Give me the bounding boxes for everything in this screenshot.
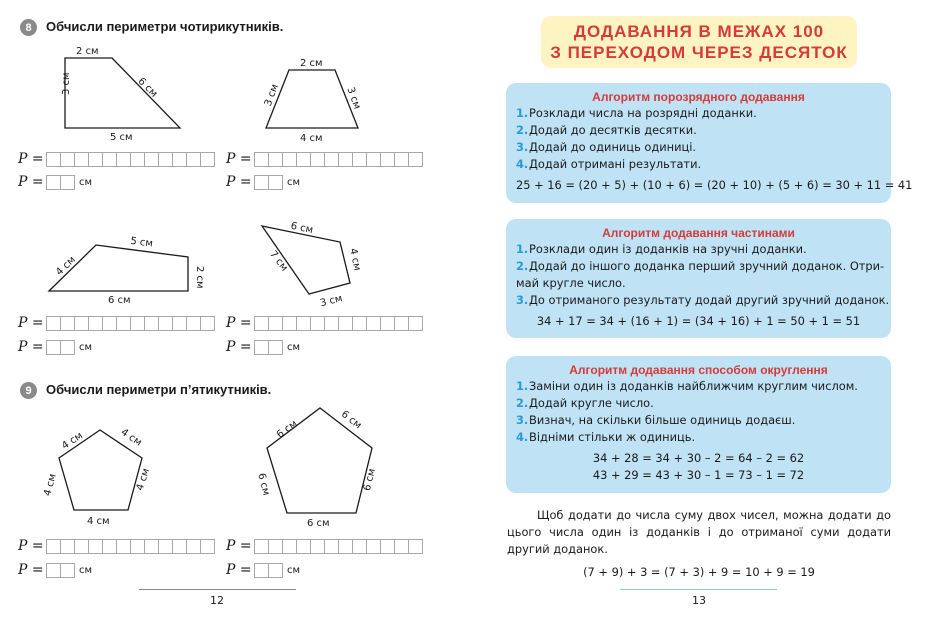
answer-cell[interactable]: [268, 152, 283, 167]
perimeter-label: P =: [18, 174, 44, 190]
answer-cell[interactable]: [200, 152, 215, 167]
answer-cell[interactable]: [200, 316, 215, 331]
answer-cell[interactable]: [254, 563, 269, 578]
result-cells[interactable]: [47, 175, 75, 190]
side-label: 4 см: [347, 247, 363, 272]
algorithm-step-continuation: май кругле число.: [516, 276, 626, 290]
expression-cells[interactable]: [255, 316, 423, 331]
answer-cell[interactable]: [254, 152, 269, 167]
task-8-badge: 8: [20, 19, 37, 36]
answer-cell[interactable]: [408, 539, 423, 554]
answer-cell[interactable]: [144, 539, 159, 554]
quadrilateral-2-shape: [266, 70, 358, 128]
answer-cell[interactable]: [296, 316, 311, 331]
answer-cell[interactable]: [338, 316, 353, 331]
quadrilateral-figure-1: [40, 40, 200, 150]
answer-cell[interactable]: [186, 316, 201, 331]
task-9-title: Обчисли периметри п’ятикутників.: [46, 382, 272, 397]
answer-expression-row: [18, 538, 215, 554]
answer-cell[interactable]: [46, 316, 61, 331]
answer-result-row: [18, 174, 92, 190]
answer-cell[interactable]: [394, 152, 409, 167]
perimeter-label: P =: [18, 151, 44, 167]
algorithm-title: Алгоритм порозрядного додавання: [592, 90, 805, 104]
answer-cell[interactable]: [88, 152, 103, 167]
side-label: 3 см: [319, 293, 344, 310]
answer-cell[interactable]: [254, 340, 269, 355]
answer-cell[interactable]: [60, 152, 75, 167]
result-cells[interactable]: [255, 175, 283, 190]
answer-cell[interactable]: [352, 316, 367, 331]
side-label: 6 см: [289, 220, 315, 237]
answer-cell[interactable]: [366, 316, 381, 331]
algorithm-step: 2. Додай до десятків десятки.: [516, 123, 697, 137]
perimeter-label: P =: [226, 151, 252, 167]
answer-cell[interactable]: [254, 316, 269, 331]
answer-cell[interactable]: [46, 175, 61, 190]
answer-cell[interactable]: [380, 539, 395, 554]
perimeter-label: P =: [226, 538, 252, 554]
answer-cell[interactable]: [144, 152, 159, 167]
pentagon-figure-2: [255, 402, 390, 534]
answer-cell[interactable]: [46, 563, 61, 578]
answer-cell[interactable]: [380, 152, 395, 167]
perimeter-label: P =: [18, 339, 44, 355]
side-label: 3 см: [262, 82, 281, 108]
answer-cell[interactable]: [88, 316, 103, 331]
answer-cell[interactable]: [172, 316, 187, 331]
unit-label: см: [287, 341, 301, 353]
side-label: 3 см: [61, 72, 72, 95]
result-cells[interactable]: [47, 563, 75, 578]
task-8-title: Обчисли периметри чотирикутників.: [46, 19, 284, 34]
answer-cell[interactable]: [310, 152, 325, 167]
algorithm-step: 1. Розклади числа на розрядні доданки.: [516, 106, 757, 120]
answer-cell[interactable]: [172, 539, 187, 554]
side-label: 7 см: [267, 248, 290, 274]
algorithm-step: 3. Додай до одиниць одиниці.: [516, 140, 697, 154]
answer-cell[interactable]: [268, 316, 283, 331]
answer-cell[interactable]: [60, 175, 75, 190]
answer-cell[interactable]: [116, 316, 131, 331]
answer-cell[interactable]: [352, 539, 367, 554]
answer-expression-row: [226, 151, 423, 167]
answer-cell[interactable]: [324, 152, 339, 167]
side-label: 4 см: [134, 467, 153, 493]
algorithm-step: 2. Додай кругле число.: [516, 396, 654, 410]
answer-cell[interactable]: [380, 316, 395, 331]
unit-label: см: [79, 564, 93, 576]
answer-cell[interactable]: [60, 340, 75, 355]
side-label: 2 см: [300, 58, 323, 69]
answer-cell[interactable]: [366, 152, 381, 167]
expression-cells[interactable]: [47, 316, 215, 331]
perimeter-label: P =: [18, 538, 44, 554]
expression-cells[interactable]: [47, 539, 215, 554]
answer-cell[interactable]: [60, 539, 75, 554]
answer-cell[interactable]: [310, 316, 325, 331]
algorithm-step: 1. Заміни один із доданків найближчим круглим числом.: [516, 379, 858, 393]
answer-cell[interactable]: [282, 316, 297, 331]
algorithm-step: 4. Відніми стільки ж одиниць.: [516, 430, 696, 444]
side-label: 6 см: [108, 295, 131, 306]
side-label: 5 см: [129, 235, 154, 250]
perimeter-label: P =: [226, 339, 252, 355]
side-label: 4 см: [60, 430, 85, 452]
algorithm-example: 34 + 17 = 34 + (16 + 1) = (34 + 16) + 1 = 50 + 1 = 51: [536, 314, 861, 328]
algorithm-box-digit-addition: [506, 83, 913, 203]
answer-cell[interactable]: [310, 539, 325, 554]
addition-rule-example: (7 + 9) + 3 = (7 + 3) + 9 = 10 + 9 = 19: [583, 565, 815, 579]
expression-cells[interactable]: [255, 539, 423, 554]
quadrilateral-figure-2: [250, 50, 380, 145]
unit-label: см: [79, 176, 93, 188]
answer-cell[interactable]: [408, 152, 423, 167]
answer-cell[interactable]: [46, 539, 61, 554]
answer-cell[interactable]: [338, 539, 353, 554]
result-cells[interactable]: [255, 563, 283, 578]
side-label: 6 см: [135, 75, 160, 100]
answer-cell[interactable]: [338, 152, 353, 167]
unit-label: см: [287, 176, 301, 188]
side-label: 6 см: [255, 472, 272, 497]
answer-cell[interactable]: [296, 152, 311, 167]
page-number-right: 13: [692, 594, 706, 607]
side-label: 4 см: [42, 472, 59, 498]
answer-cell[interactable]: [324, 316, 339, 331]
answer-cell[interactable]: [130, 539, 145, 554]
algorithm-box-rounding-addition: [506, 356, 891, 493]
task-9-badge: 9: [20, 382, 37, 399]
answer-cell[interactable]: [268, 539, 283, 554]
side-label: 2 см: [76, 46, 99, 57]
side-label: 6 см: [307, 518, 330, 529]
pentagon-figure-1: [35, 420, 165, 535]
answer-cell[interactable]: [116, 152, 131, 167]
section-title-banner: [541, 16, 857, 68]
answer-cell[interactable]: [394, 539, 409, 554]
algorithm-step: 2. Додай до іншого доданка перший зручний доданок. Отри-: [516, 259, 885, 273]
answer-cell[interactable]: [130, 316, 145, 331]
answer-cell[interactable]: [144, 316, 159, 331]
section-title-line-2: З ПЕРЕХОДОМ ЧЕРЕЗ ДЕСЯТОК: [550, 43, 848, 62]
section-title-line-1: ДОДАВАННЯ В МЕЖАХ 100: [573, 22, 825, 41]
answer-cell[interactable]: [102, 316, 117, 331]
answer-cell[interactable]: [408, 316, 423, 331]
result-cells[interactable]: [255, 340, 283, 355]
expression-cells[interactable]: [255, 152, 423, 167]
answer-cell[interactable]: [116, 539, 131, 554]
answer-cell[interactable]: [60, 316, 75, 331]
answer-cell[interactable]: [74, 316, 89, 331]
answer-expression-row: [226, 538, 423, 554]
quadrilateral-figure-3: [40, 230, 205, 305]
answer-expression-row: [226, 315, 423, 331]
algorithm-example: 43 + 29 = 43 + 30 – 1 = 73 – 1 = 72: [592, 468, 805, 482]
answer-cell[interactable]: [324, 539, 339, 554]
answer-cell[interactable]: [60, 563, 75, 578]
side-label: 4 см: [54, 254, 78, 278]
quadrilateral-figure-4: [250, 215, 375, 310]
algorithm-box-parts-addition: [506, 219, 891, 338]
addition-rule-text: Щоб додати до числа суму двох чисел, можна додати до цього числа один із доданків і до отриманої суми додати другий доданок.: [507, 508, 891, 556]
answer-cell[interactable]: [172, 152, 187, 167]
answer-cell[interactable]: [102, 152, 117, 167]
page-divider-line: [139, 589, 296, 590]
answer-cell[interactable]: [282, 152, 297, 167]
answer-cell[interactable]: [74, 539, 89, 554]
answer-cell[interactable]: [130, 152, 145, 167]
page-divider-line: [620, 589, 777, 590]
side-label: 5 см: [110, 132, 133, 143]
algorithm-step: 3. Визнач, на скільки більше одиниць додаєш.: [516, 413, 796, 427]
side-label: 6 см: [361, 467, 378, 493]
perimeter-label: P =: [226, 174, 252, 190]
answer-cell[interactable]: [186, 539, 201, 554]
answer-cell[interactable]: [254, 539, 269, 554]
perimeter-label: P =: [18, 315, 44, 331]
expression-cells[interactable]: [47, 152, 215, 167]
answer-cell[interactable]: [102, 539, 117, 554]
answer-cell[interactable]: [268, 563, 283, 578]
answer-cell[interactable]: [158, 539, 173, 554]
perimeter-label: P =: [226, 315, 252, 331]
algorithm-example: 25 + 16 = (20 + 5) + (10 + 6) = (20 + 10) + (5 + 6) = 30 + 11 = 41: [516, 178, 913, 192]
answer-cell[interactable]: [46, 340, 61, 355]
perimeter-label: P =: [18, 562, 44, 578]
algorithm-step: 1. Розклади один із доданків на зручні доданки.: [516, 242, 807, 256]
perimeter-label: P =: [226, 562, 252, 578]
answer-cell[interactable]: [352, 152, 367, 167]
side-label: 6 см: [338, 408, 364, 432]
answer-cell[interactable]: [296, 539, 311, 554]
answer-cell[interactable]: [158, 152, 173, 167]
answer-result-row: [226, 339, 300, 355]
side-label: 3 см: [344, 85, 363, 111]
answer-result-row: [226, 562, 300, 578]
answer-cell[interactable]: [268, 175, 283, 190]
result-cells[interactable]: [47, 340, 75, 355]
answer-cell[interactable]: [158, 316, 173, 331]
answer-cell[interactable]: [74, 152, 89, 167]
answer-cell[interactable]: [46, 152, 61, 167]
answer-cell[interactable]: [268, 340, 283, 355]
algorithm-title: Алгоритм додавання частинами: [602, 226, 795, 240]
quadrilateral-1-shape: [65, 58, 180, 128]
answer-cell[interactable]: [366, 539, 381, 554]
side-label: 6 см: [274, 418, 300, 441]
answer-result-row: [18, 339, 92, 355]
side-label: 4 см: [300, 133, 323, 144]
answer-expression-row: [18, 315, 215, 331]
answer-result-row: [226, 174, 300, 190]
side-label: 2 см: [194, 266, 205, 289]
answer-cell[interactable]: [394, 316, 409, 331]
algorithm-example: 34 + 28 = 34 + 30 – 2 = 64 – 2 = 62: [592, 451, 805, 465]
answer-cell[interactable]: [88, 539, 103, 554]
answer-cell[interactable]: [282, 539, 297, 554]
answer-cell[interactable]: [200, 539, 215, 554]
side-label: 4 см: [118, 426, 144, 449]
unit-label: см: [287, 564, 301, 576]
algorithm-step: 3. До отриманого результату додай другий зручний доданок.: [516, 293, 890, 307]
algorithm-title: Алгоритм додавання способом округлення: [569, 363, 828, 377]
side-label: 4 см: [87, 516, 110, 527]
answer-result-row: [18, 562, 92, 578]
answer-expression-row: [18, 151, 215, 167]
answer-cell[interactable]: [186, 152, 201, 167]
algorithm-step: 4. Додай отримані результати.: [516, 157, 702, 171]
unit-label: см: [79, 341, 93, 353]
answer-cell[interactable]: [254, 175, 269, 190]
page-number-left: 12: [210, 594, 224, 607]
